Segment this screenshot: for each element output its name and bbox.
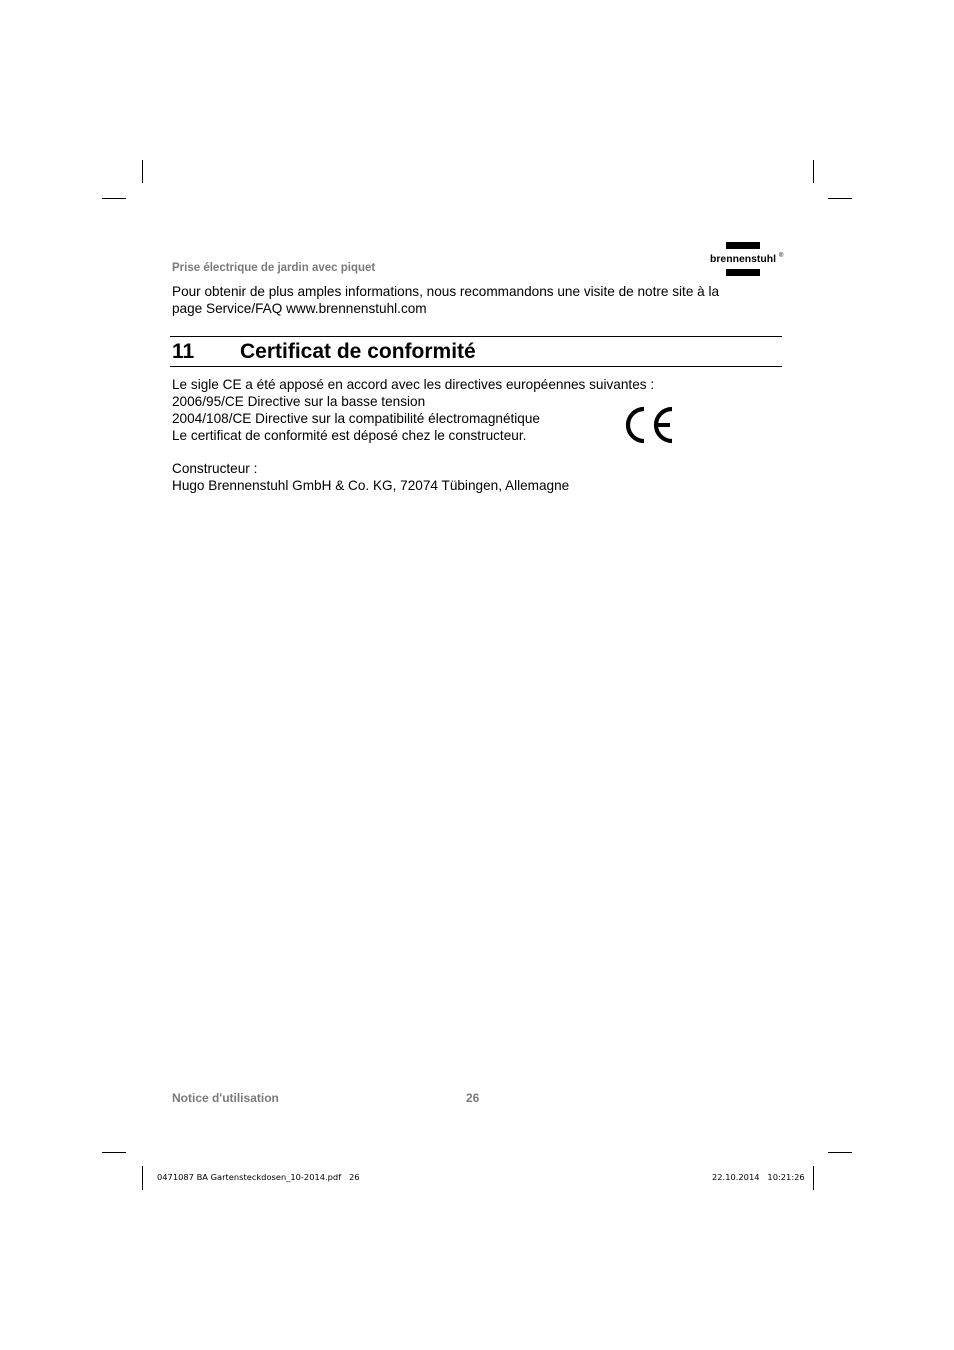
brennenstuhl-logo (708, 242, 784, 276)
crop-mark-bottom-left-v (142, 1166, 143, 1190)
ce-mark-icon (624, 405, 676, 445)
conformity-line: Le certificat de conformité est déposé chez le constructeur. (172, 428, 527, 443)
conformity-line: 2006/95/CE Directive sur la basse tension (172, 394, 426, 409)
print-slug-timestamp: 22.10.2014 10:21:26 (712, 1172, 805, 1182)
section-heading (172, 338, 476, 366)
manufacturer-address: Hugo Brennenstuhl GmbH & Co. KG, 72074 Tübingen, Allemagne (172, 478, 570, 493)
section-number: 11 (172, 340, 195, 363)
crop-mark-top-right-v (813, 160, 814, 183)
crop-mark-bottom-left-h (102, 1152, 126, 1153)
intro-paragraph (172, 283, 719, 317)
print-slug-file: 0471087 BA Gartensteckdosen_10-2014.pdf 26 (157, 1172, 360, 1182)
section-rule-bottom (170, 366, 782, 367)
section-title: Certificat de conformité (240, 340, 476, 363)
logo-wordmark: brennenstuhl (710, 253, 777, 265)
crop-mark-bottom-right-h (828, 1152, 852, 1153)
intro-line-1: Pour obtenir de plus amples informations, nous recommandons une visite de notre site à la (172, 284, 720, 299)
manufacturer-label: Constructeur : (172, 461, 258, 476)
section-rule-top (170, 336, 782, 337)
crop-mark-top-left-h (102, 198, 126, 199)
crop-mark-bottom-right-v (813, 1166, 814, 1190)
logo-graphic (708, 242, 784, 276)
running-title: Prise électrique de jardin avec piquet (172, 262, 376, 274)
conformity-line: 2004/108/CE Directive sur la compatibilité électromagnétique (172, 411, 540, 426)
logo-registered: ® (779, 253, 784, 259)
crop-mark-top-left-v (142, 160, 143, 183)
conformity-line: Le sigle CE a été apposé en accord avec les directives européennes suivantes : (172, 377, 655, 392)
footer-manual-label: Notice d'utilisation (172, 1091, 279, 1105)
crop-mark-top-right-h (828, 198, 852, 199)
conformity-text (172, 376, 654, 494)
page-number: 26 (466, 1091, 480, 1105)
intro-line-2: page Service/FAQ www.brennenstuhl.com (172, 301, 427, 316)
